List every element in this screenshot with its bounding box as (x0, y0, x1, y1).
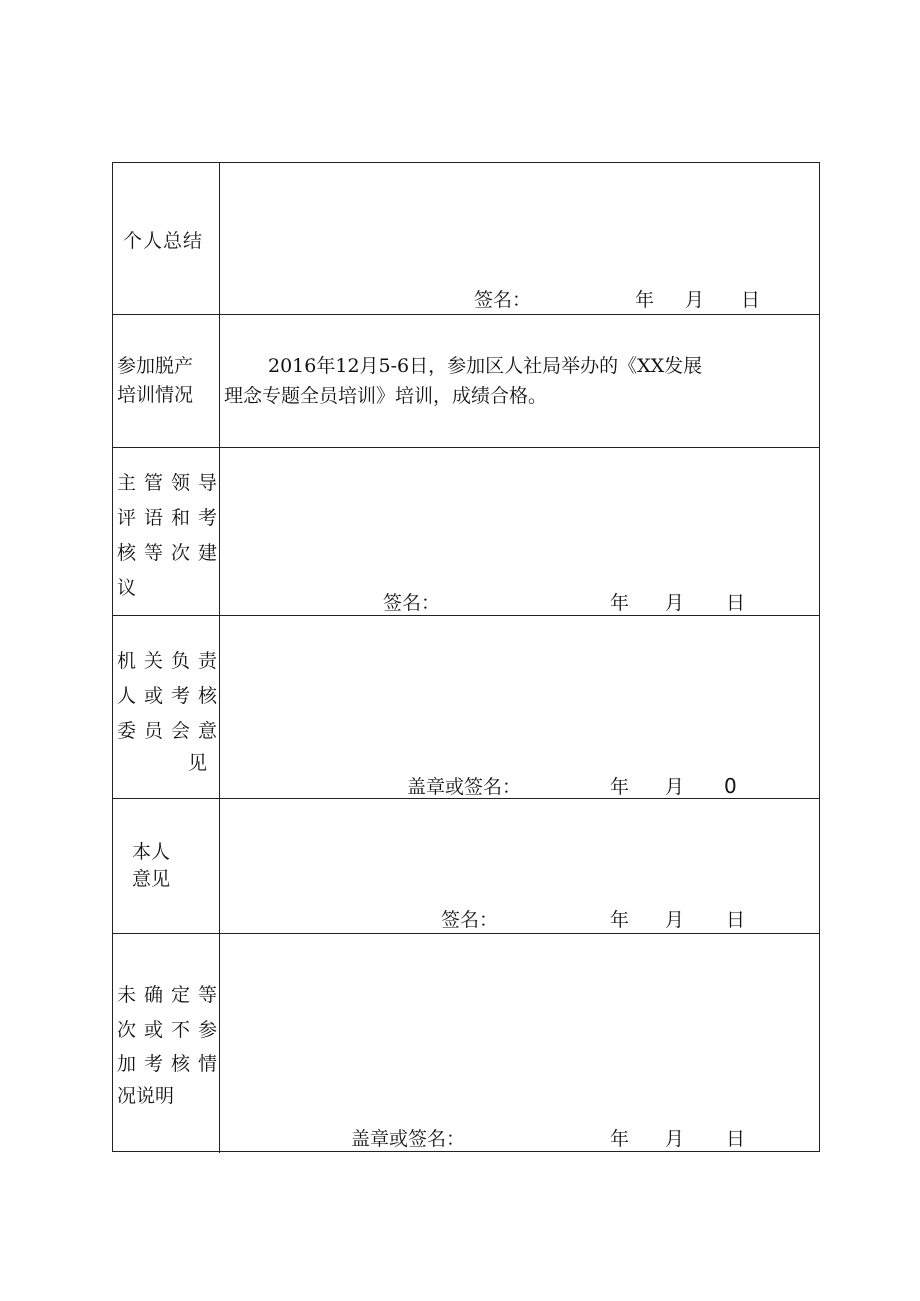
day-label: 日 (726, 909, 746, 931)
row-label-line: 次或不参 (117, 1019, 217, 1041)
row-self-opinion (113, 799, 819, 934)
content-cell-committee-opinion[interactable] (220, 616, 819, 798)
row-label-line: 未确定等 (117, 984, 217, 1006)
year-label: 年 (635, 289, 655, 311)
day-label: 0 (724, 774, 737, 798)
label-cell (113, 799, 220, 933)
training-text-line: 2016年12月5-6日，参加区人社局举办的《XX发展 (268, 355, 703, 377)
row-label-line: 议 (117, 577, 137, 599)
row-label-line: 况说明 (117, 1085, 175, 1107)
label-cell (113, 163, 220, 314)
year-label: 年 (610, 1128, 630, 1150)
row-label-line: 人或考核 (117, 685, 217, 707)
row-label-line: 意见 (132, 868, 171, 890)
day-label: 日 (726, 1128, 746, 1150)
stamp-or-signature-label: 盖章或签名： (351, 1128, 466, 1150)
content-cell-undetermined-explanation[interactable] (220, 934, 819, 1153)
label-cell (113, 616, 220, 798)
label-cell (113, 448, 220, 615)
month-label: 月 (665, 1128, 685, 1150)
label-cell (113, 934, 220, 1153)
row-label-line: 加考核情 (117, 1053, 217, 1075)
year-label: 年 (610, 776, 630, 798)
month-label: 月 (665, 592, 685, 614)
signature-label: 签名： (383, 592, 441, 614)
row-personal-summary (113, 163, 819, 315)
signature-label: 签名： (441, 909, 499, 931)
assessment-form-table (112, 162, 820, 1152)
label-cell (113, 315, 220, 447)
content-cell-training[interactable] (220, 315, 819, 447)
training-text-line: 理念专题全员培训》培训，成绩合格。 (224, 385, 548, 407)
month-label: 月 (685, 289, 705, 311)
row-label: 个人总结 (123, 230, 204, 252)
signature-label: 签名： (474, 289, 532, 311)
content-cell-supervisor-comment[interactable] (220, 448, 819, 615)
stamp-or-signature-label: 盖章或签名： (407, 776, 522, 798)
row-label-line: 核等次建 (117, 542, 217, 564)
content-cell-self-opinion[interactable] (220, 799, 819, 933)
month-label: 月 (665, 776, 685, 798)
row-label-line: 培训情况 (117, 384, 194, 406)
row-label-line: 见 (188, 752, 208, 774)
row-committee-opinion (113, 616, 819, 799)
row-label-line: 参加脱产 (117, 355, 194, 377)
row-training (113, 315, 819, 448)
row-label-line: 主管领导 (117, 472, 217, 494)
training-description (224, 351, 804, 411)
row-label-line: 评语和考 (117, 507, 217, 529)
row-label-line: 本人 (132, 841, 171, 863)
row-supervisor-comment (113, 448, 819, 616)
row-label-line: 委员会意 (117, 720, 217, 742)
row-undetermined-explanation (113, 934, 819, 1153)
day-label: 日 (726, 592, 746, 614)
month-label: 月 (665, 909, 685, 931)
year-label: 年 (610, 909, 630, 931)
year-label: 年 (610, 592, 630, 614)
day-label: 日 (741, 289, 761, 311)
content-cell-personal-summary[interactable] (220, 163, 819, 314)
row-label-line: 机关负责 (117, 650, 217, 672)
